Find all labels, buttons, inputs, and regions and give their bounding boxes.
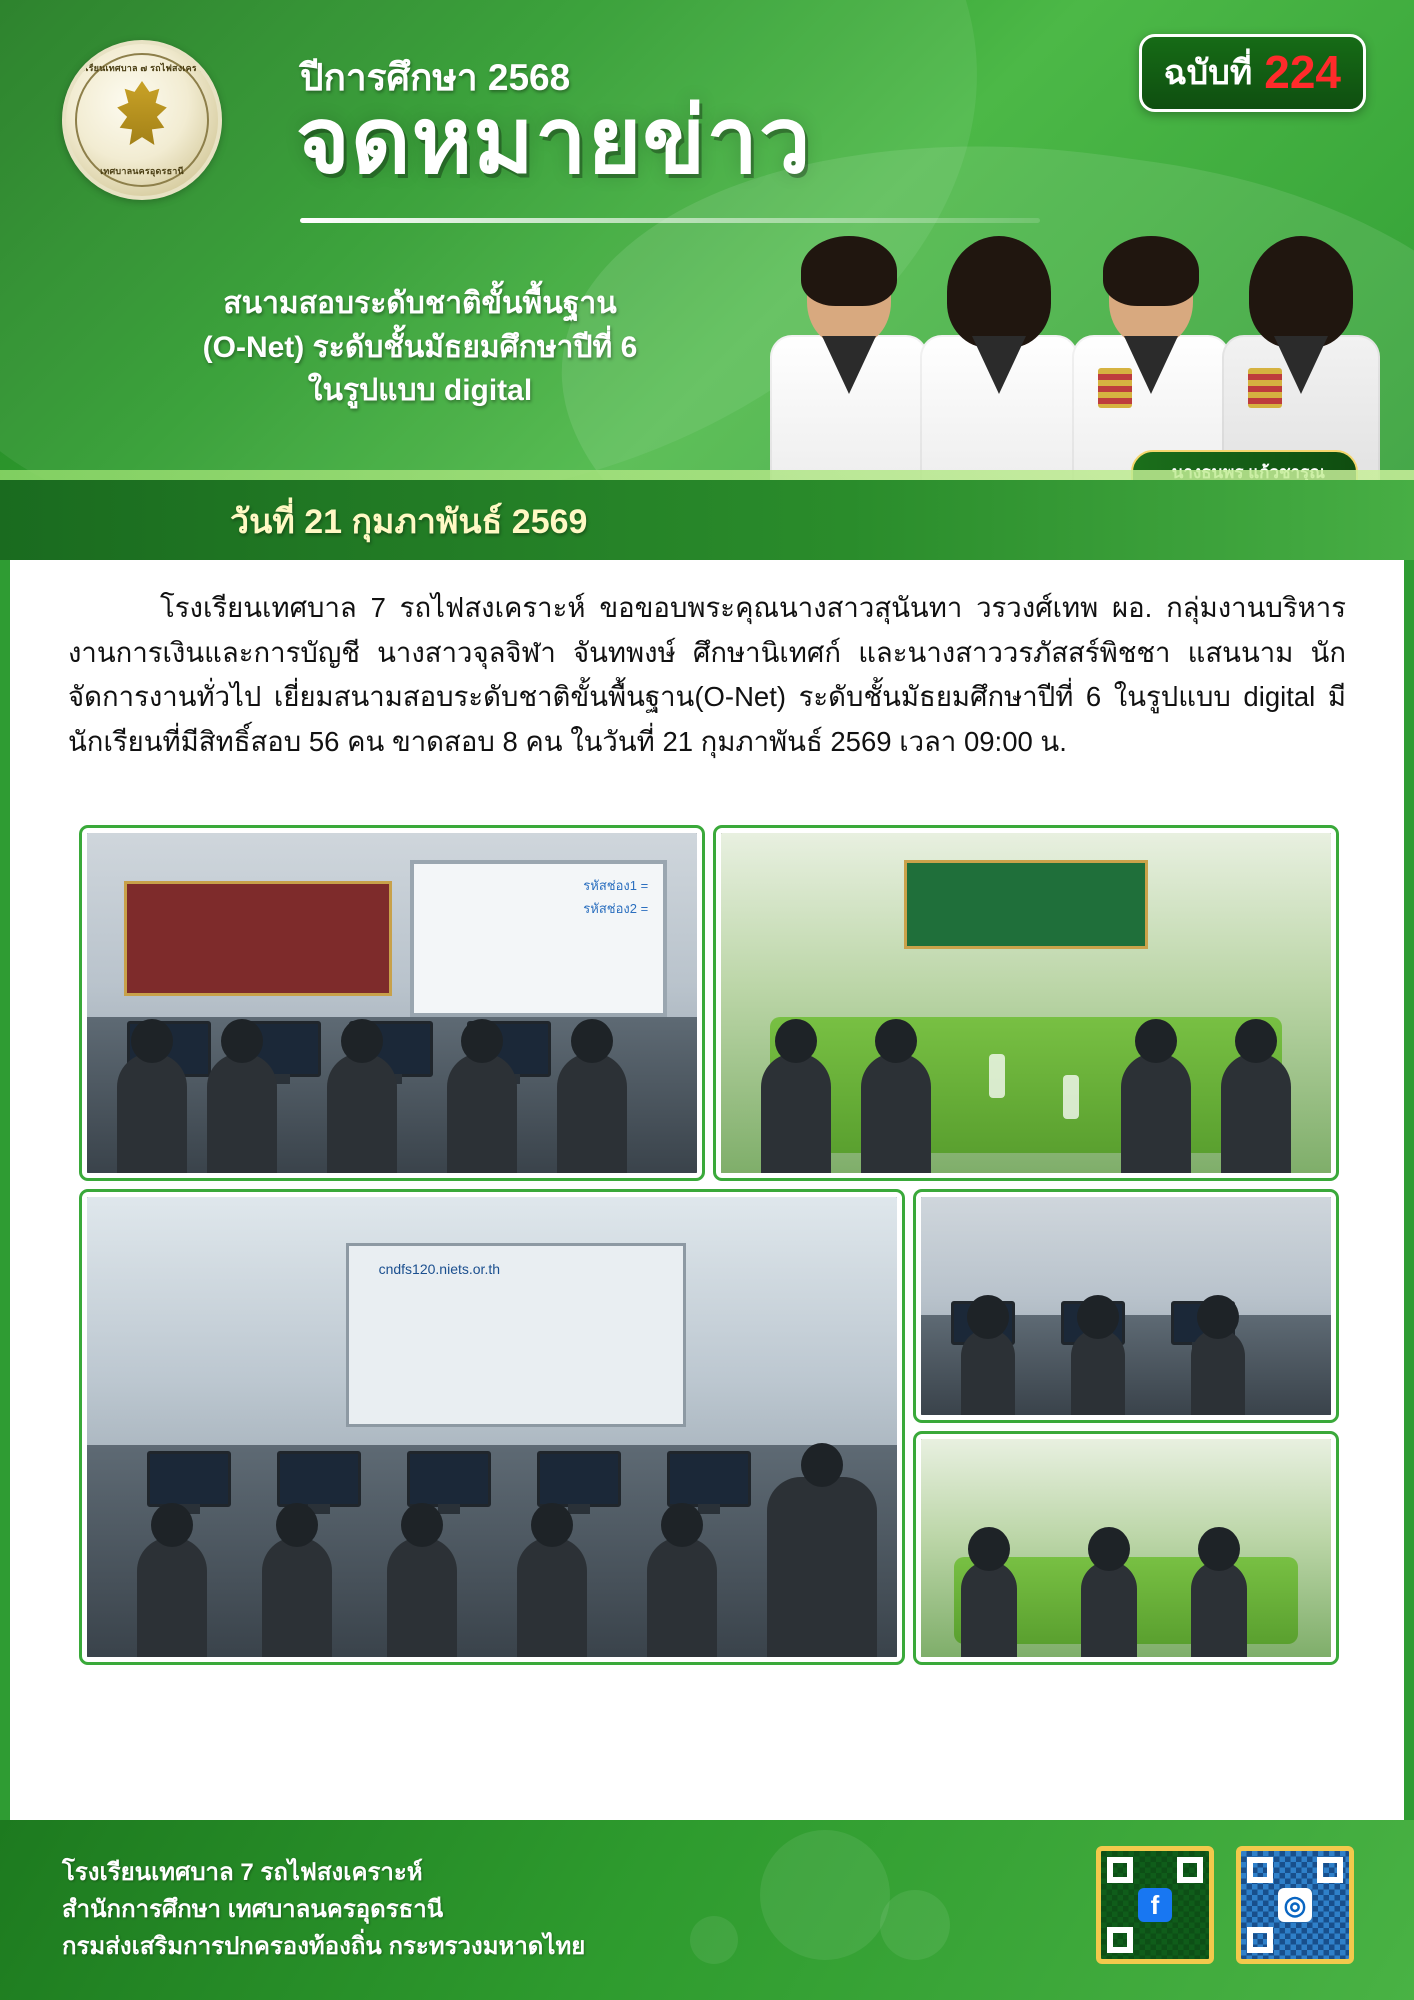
facebook-icon: f [1138,1888,1172,1922]
header-banner [0,0,1414,560]
academic-year-label: ปีการศึกษา 2568 [300,57,571,98]
person-silhouette [117,1053,187,1173]
article-text: โรงเรียนเทศบาล 7 รถไฟสงเคราะห์ ขอขอบพระคุณนางสาวสุนันทา วรวงศ์เทพ ผอ. กลุ่มงานบริหารงานการเงินและการบัญชี นางสาวจุลจิฬา จันทพงษ์ ศึกษานิเทศก์ และนางสาววรภัสสร์พิชชา แสนนาม นักจัดการงานทั่วไป เยี่ยมสนามสอบระดับชาติขั้นพื้นฐาน(O-Net) ระดับชั้นมัธยมศึกษาปีที่ 6 ในรูปแบบ digital มีนักเรียนที่มีสิทธิ์สอบ 56 คน ขาดสอบ 8 คน ในวันที่ 21 กุมภาพันธ์ 2569 เวลา 09:00 น. [68,592,1346,757]
person-silhouette [207,1053,277,1173]
photo-computer-lab-visit [82,828,702,1178]
person-silhouette [961,1329,1015,1415]
seal-bottom-text: เทศบาลนครอุดรธานี [100,166,184,176]
person-silhouette [1071,1329,1125,1415]
water-bottle [989,1054,1005,1098]
photo-scene [921,1197,1331,1415]
person-silhouette [1081,1561,1137,1657]
photo-row-1 [82,828,1352,1178]
stage-banner [904,860,1148,948]
person-silhouette [961,1561,1017,1657]
footer-decor-bubble [690,1916,738,1964]
whiteboard-text: รหัสช่อง1 = รหัสช่อง2 = [583,877,649,917]
footer-line-1: โรงเรียนเทศบาล 7 รถไฟสงเคราะห์ [62,1859,423,1886]
monitor-icon [537,1451,621,1507]
monitor-icon [147,1451,231,1507]
qr-corner [1247,1857,1273,1883]
photo-gallery [82,828,1352,1662]
hair [801,236,897,306]
person-silhouette [327,1053,397,1173]
person-silhouette [767,1477,877,1657]
qr-corner [1177,1857,1203,1883]
qr-corner [1107,1857,1133,1883]
qr-corner [1317,1857,1343,1883]
person-silhouette [761,1053,831,1173]
person-silhouette [861,1053,931,1173]
footer-decor-bubble [760,1830,890,1960]
content-body [0,560,1414,1820]
header-subtitle-line-1: สนามสอบระดับชาติขั้นพื้นฐาน [223,287,617,320]
photo-scene [87,1197,897,1657]
photo-scene [921,1439,1331,1657]
photo-exam-hall-wide [82,1192,902,1662]
issue-number: 224 [1264,46,1341,98]
hair [1103,236,1199,306]
monitor-icon [667,1451,751,1507]
photo-column-right [916,1192,1336,1662]
qr-center-icon: ◎ [1278,1888,1312,1922]
photo-meeting-room [716,828,1336,1178]
photo-scene [721,833,1331,1173]
wall-display-board [124,881,392,997]
person-silhouette [1221,1053,1291,1173]
issue-label: ฉบับที่ [1163,54,1253,92]
person-silhouette [137,1537,207,1657]
hair [1249,236,1353,348]
qr-code-secondary[interactable] [1236,1846,1354,1964]
qr-code-group [1096,1846,1354,1964]
photo-row-2 [82,1192,1352,1662]
person-silhouette [557,1053,627,1173]
footer-banner [0,1820,1414,2000]
photo-teachers-at-table [916,1434,1336,1662]
footer-line-2: สำนักการศึกษา เทศบาลนครอุดรธานี [62,1896,444,1924]
hair [947,236,1051,348]
school-seal-logo [62,40,222,200]
photo-scene [87,833,697,1173]
water-bottle [1063,1075,1079,1119]
meeting-table [770,1017,1282,1153]
footer-decor-bubble [880,1890,950,1960]
header-subtitle [120,282,720,413]
footer-line-3: กรมส่งเสริมการปกครองท้องถิ่น กระทรวงมหาดไทย [62,1933,586,1961]
header-subtitle-line-2: (O-Net) ระดับชั้นมัธยมศึกษาปีที่ 6 [202,330,638,364]
person-silhouette [1121,1053,1191,1173]
person-silhouette [447,1053,517,1173]
footer-organization-info [62,1854,585,1966]
person-silhouette [1191,1329,1245,1415]
publish-date: วันที่ 21 กุมภาพันธ์ 2569 [230,503,588,541]
page-title: จดหมายข่าว [296,90,812,192]
photo-exam-room-students [916,1192,1336,1420]
medals-icon [1248,368,1282,408]
person-silhouette [647,1537,717,1657]
medals-icon [1098,368,1132,408]
monitor-icon [407,1451,491,1507]
person-silhouette [387,1537,457,1657]
qr-code-facebook[interactable] [1096,1846,1214,1964]
person-silhouette [517,1537,587,1657]
monitor-icon [277,1451,361,1507]
issue-badge [1139,34,1367,112]
projector-screen-url: cndfs120.niets.or.th [378,1260,501,1277]
person-silhouette [1191,1561,1247,1657]
qr-corner [1107,1927,1133,1953]
seal-top-text: โรงเรียนเทศบาล ๗ รถไฟสงเคราะห์ [70,63,214,73]
qr-corner [1247,1927,1273,1953]
header-subtitle-line-3: ในรูปแบบ digital [307,374,533,407]
person-silhouette [262,1537,332,1657]
